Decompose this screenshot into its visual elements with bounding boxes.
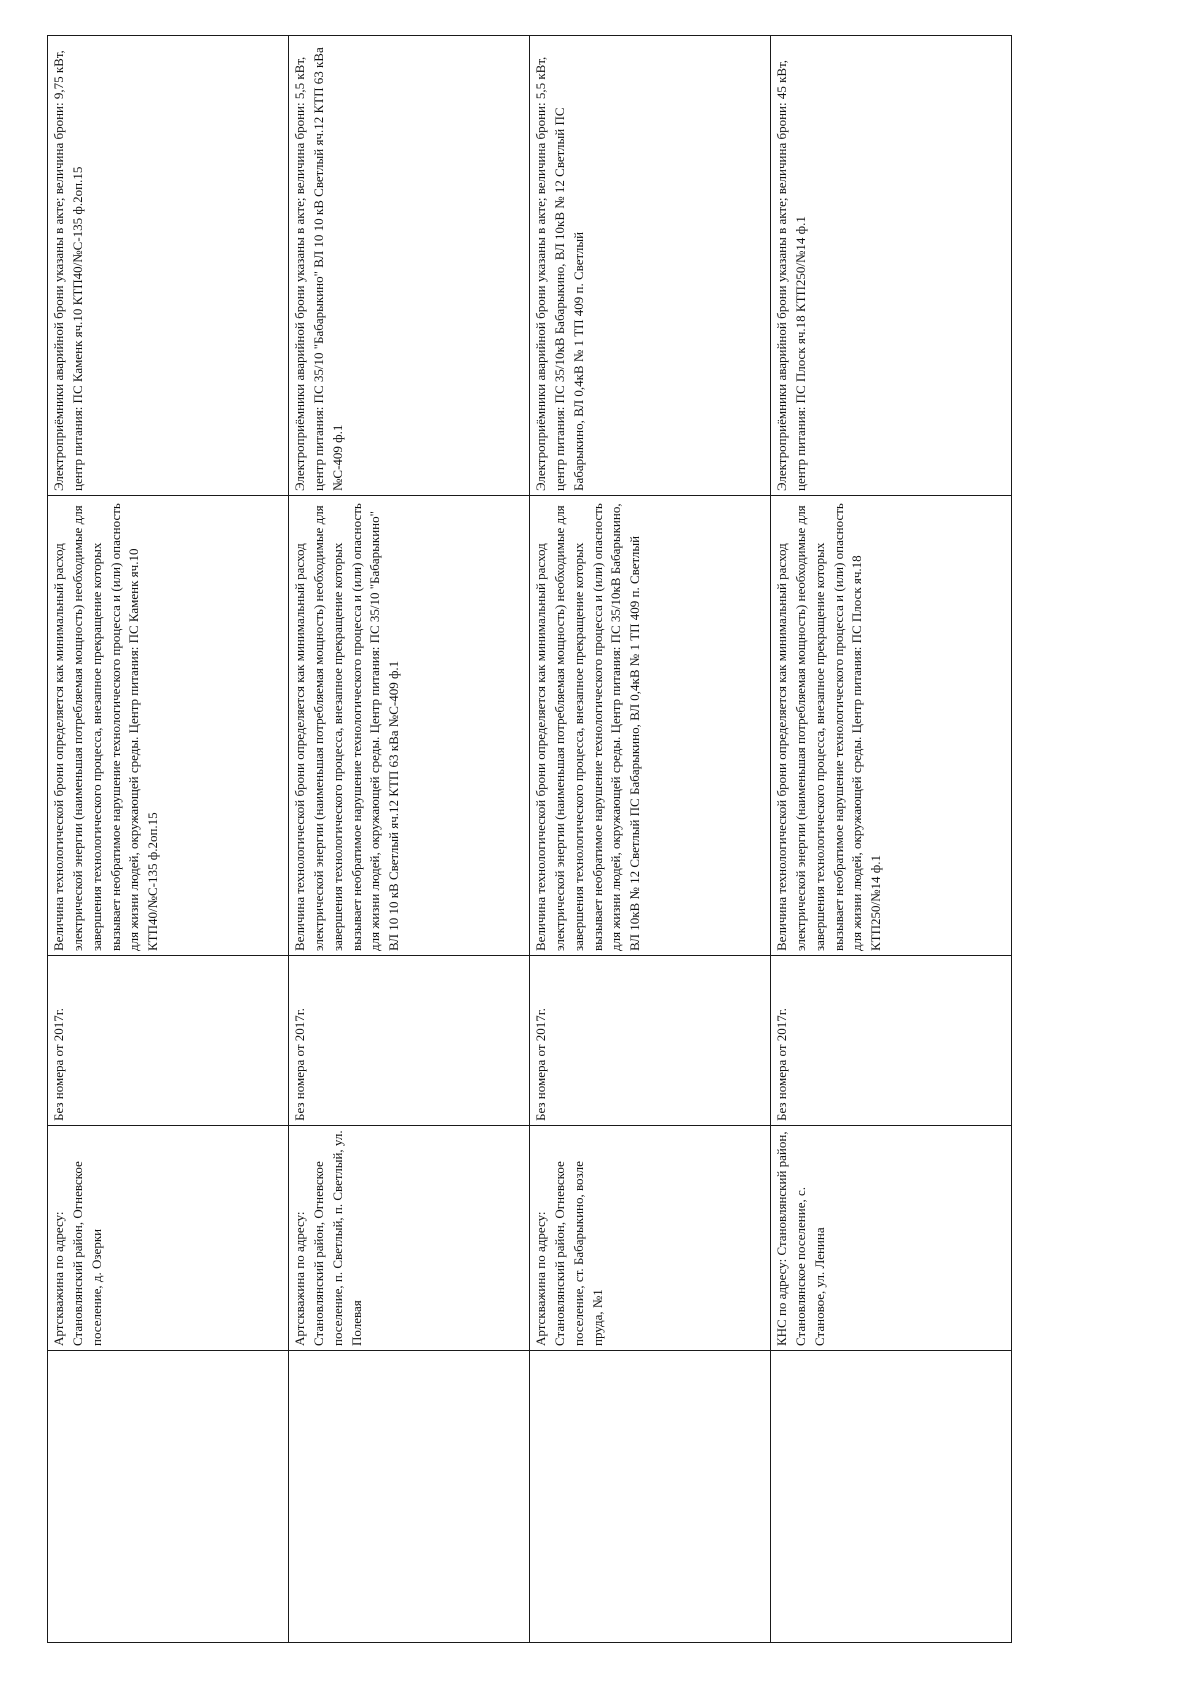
object-cell: Артскважина по адресу: Становлянский район, Огневское поселение, ст. Бабарыкино, возле пруда, №1 (530, 1126, 771, 1351)
object-cell: Артскважина по адресу: Становлянский район, Огневское поселение, д. Озерки (48, 1126, 289, 1351)
blank-cell (289, 1351, 530, 1643)
blank-cell (530, 1351, 771, 1643)
emergency-reserve-cell: Электроприёмники аварийной брони указаны в акте; величина брони: 5,5 кВт, центр питания: ПС 35/10 "Бабарыкино" ВЛ 10 10 кВ Светлый яч.12 КТП 63 кВа №С-409 ф.1 (289, 36, 530, 496)
table-row (48, 36, 289, 1643)
act-cell: Без номера от 2017г. (48, 956, 289, 1126)
object-cell: Артскважина по адресу: Становлянский район, Огневское поселение, п. Светлый, п. Светлый, ул. Полевая (289, 1126, 530, 1351)
tech-reserve-cell: Величина технологической брони определяется как минимальный расход электрической энергии (наименьшая потребляемая мощность) необходимые для завершения технологического процесса, внезапное прекращение которых вызывает необратимое нарушение технологического процесса и (или) опасность для жизни людей, окружающей среды. Центр питания: ПС 35/10 "Бабарыкино" ВЛ 10 10 кВ Светлый яч.12 КТП 63 кВа №С-409 ф.1 (289, 496, 530, 956)
tech-reserve-cell: Величина технологической брони определяется как минимальный расход электрической энергии (наименьшая потребляемая мощность) необходимые для завершения технологического процесса, внезапное прекращение которых вызывает необратимое нарушение технологического процесса и (или) опасность для жизни людей, окружающей среды. Центр питания: ПС 35/10кВ Бабарыкино, ВЛ 10кВ № 12 Светлый ПС Бабарыкино, ВЛ 0,4кВ № 1 ТП 409 п. Светлый (530, 496, 771, 956)
reservation-table (47, 35, 1012, 1643)
act-cell: Без номера от 2017г. (771, 956, 1012, 1126)
object-cell: КНС по адресу: Становлянский район, Становлянское поселение, с. Становое, ул. Ленина (771, 1126, 1012, 1351)
emergency-reserve-cell: Электроприёмники аварийной брони указаны в акте; величина брони: 5,5 кВт, центр питания: ПС 35/10кВ Бабарыкино, ВЛ 10кВ № 12 Светлый ПС Бабарыкино, ВЛ 0,4кВ № 1 ТП 409 п. Светлый (530, 36, 771, 496)
act-cell: Без номера от 2017г. (530, 956, 771, 1126)
tech-reserve-cell: Величина технологической брони определяется как минимальный расход электрической энергии (наименьшая потребляемая мощность) необходимые для завершения технологического процесса, внезапное прекращение которых вызывает необратимое нарушение технологического процесса и (или) опасность для жизни людей, окружающей среды. Центр питания: ПС Плоск яч.18 КТП250/№14 ф.1 (771, 496, 1012, 956)
blank-cell (48, 1351, 289, 1643)
act-cell: Без номера от 2017г. (289, 956, 530, 1126)
emergency-reserve-cell: Электроприёмники аварийной брони указаны в акте; величина брони: 9,75 кВт, центр питания: ПС Каменк яч.10 КТП40/№С-135 ф.2оп.15 (48, 36, 289, 496)
rotated-table-container (47, 36, 1013, 1643)
tech-reserve-cell: Величина технологической брони определяется как минимальный расход электрической энергии (наименьшая потребляемая мощность) необходимые для завершения технологического процесса, внезапное прекращение которых вызывает необратимое нарушение технологического процесса и (или) опасность для жизни людей, окружающей среды. Центр питания: ПС Каменк яч.10 КТП40/№С-135 ф.2оп.15 (48, 496, 289, 956)
table-row (771, 36, 1012, 1643)
blank-cell (771, 1351, 1012, 1643)
emergency-reserve-cell: Электроприёмники аварийной брони указаны в акте; величина брони: 45 кВт, центр питания: ПС Плоск яч.18 КТП250/№14 ф.1 (771, 36, 1012, 496)
table-row (289, 36, 530, 1643)
table-row (530, 36, 771, 1643)
